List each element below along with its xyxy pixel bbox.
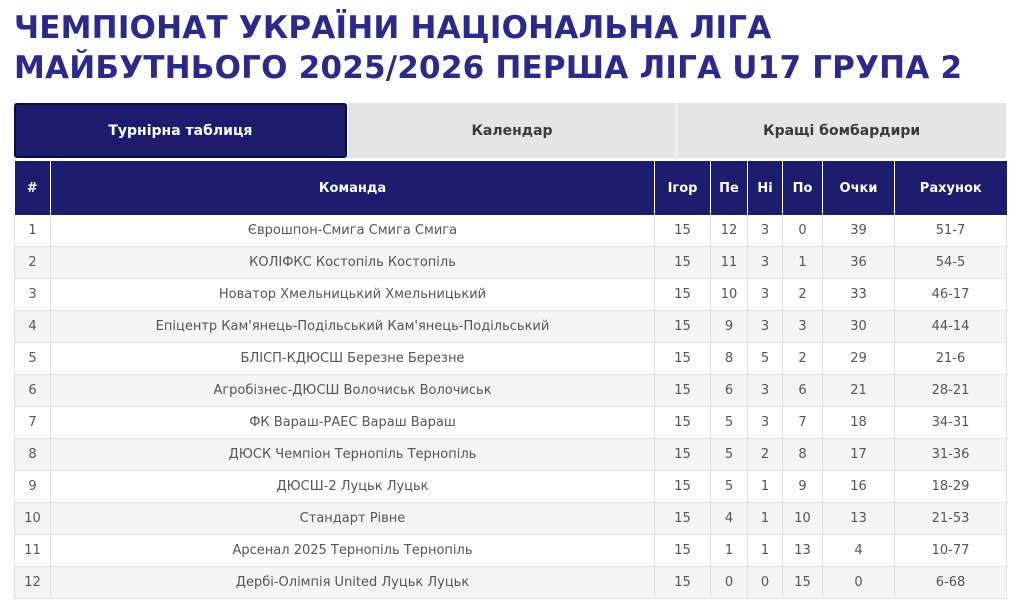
header-losses[interactable]: По bbox=[783, 161, 823, 215]
standings-table bbox=[14, 161, 1007, 599]
losses-cell: 15 bbox=[783, 567, 823, 599]
points-cell: 36 bbox=[823, 247, 895, 279]
points-cell: 21 bbox=[823, 375, 895, 407]
page-title: ЧЕМПІОНАТ УКРАЇНИ НАЦІОНАЛЬНА ЛІГА МАЙБУТНЬОГО 2025/2026 ПЕРША ЛІГА U17 ГРУПА 2 bbox=[14, 10, 963, 86]
wins-cell: 4 bbox=[711, 503, 748, 535]
header-team[interactable]: Команда bbox=[51, 161, 655, 215]
losses-cell: 3 bbox=[783, 311, 823, 343]
draws-cell: 1 bbox=[748, 471, 783, 503]
points-cell: 16 bbox=[823, 471, 895, 503]
header-rank[interactable]: # bbox=[15, 161, 51, 215]
wins-cell: 12 bbox=[711, 215, 748, 247]
table-row bbox=[15, 375, 1007, 407]
games-cell: 15 bbox=[655, 439, 711, 471]
score-cell: 51-7 bbox=[895, 215, 1007, 247]
wins-cell: 11 bbox=[711, 247, 748, 279]
draws-cell: 3 bbox=[748, 279, 783, 311]
score-cell: 6-68 bbox=[895, 567, 1007, 599]
wins-cell: 9 bbox=[711, 311, 748, 343]
games-cell: 15 bbox=[655, 503, 711, 535]
table-row bbox=[15, 311, 1007, 343]
score-cell: 54-5 bbox=[895, 247, 1007, 279]
tab-standings[interactable]: Турнірна таблиця bbox=[14, 103, 347, 158]
draws-cell: 3 bbox=[748, 375, 783, 407]
header-wins[interactable]: Пе bbox=[711, 161, 748, 215]
team-name-cell[interactable]: Епіцентр Кам'янець-Подільський Кам'янець-Подільський bbox=[51, 311, 655, 343]
team-name-cell[interactable]: ДЮСШ-2 Луцьк Луцьк bbox=[51, 471, 655, 503]
wins-cell: 5 bbox=[711, 407, 748, 439]
table-body bbox=[15, 215, 1007, 599]
table-row bbox=[15, 407, 1007, 439]
header-score[interactable]: Рахунок bbox=[895, 161, 1007, 215]
draws-cell: 3 bbox=[748, 407, 783, 439]
team-name-cell[interactable]: Стандарт Рівне bbox=[51, 503, 655, 535]
wins-cell: 5 bbox=[711, 471, 748, 503]
draws-cell: 5 bbox=[748, 343, 783, 375]
team-name-cell[interactable]: Агробізнес-ДЮСШ Волочиськ Волочиськ bbox=[51, 375, 655, 407]
losses-cell: 1 bbox=[783, 247, 823, 279]
tab-bar bbox=[14, 103, 1006, 158]
score-cell: 18-29 bbox=[895, 471, 1007, 503]
points-cell: 13 bbox=[823, 503, 895, 535]
games-cell: 15 bbox=[655, 215, 711, 247]
games-cell: 15 bbox=[655, 279, 711, 311]
games-cell: 15 bbox=[655, 375, 711, 407]
points-cell: 18 bbox=[823, 407, 895, 439]
rank-cell: 11 bbox=[15, 535, 51, 567]
table-header-row bbox=[15, 161, 1007, 215]
rank-cell: 7 bbox=[15, 407, 51, 439]
draws-cell: 0 bbox=[748, 567, 783, 599]
rank-cell: 10 bbox=[15, 503, 51, 535]
rank-cell: 8 bbox=[15, 439, 51, 471]
score-cell: 34-31 bbox=[895, 407, 1007, 439]
table-row bbox=[15, 439, 1007, 471]
tab-top-scorers[interactable]: Кращі бомбардири bbox=[676, 103, 1006, 158]
draws-cell: 1 bbox=[748, 503, 783, 535]
header-draws[interactable]: Ні bbox=[748, 161, 783, 215]
score-cell: 21-53 bbox=[895, 503, 1007, 535]
points-cell: 0 bbox=[823, 567, 895, 599]
rank-cell: 1 bbox=[15, 215, 51, 247]
score-cell: 10-77 bbox=[895, 535, 1007, 567]
rank-cell: 12 bbox=[15, 567, 51, 599]
wins-cell: 1 bbox=[711, 535, 748, 567]
draws-cell: 3 bbox=[748, 311, 783, 343]
team-name-cell[interactable]: КОЛІФКС Костопіль Костопіль bbox=[51, 247, 655, 279]
table-row bbox=[15, 503, 1007, 535]
rank-cell: 4 bbox=[15, 311, 51, 343]
team-name-cell[interactable]: БЛІСП-КДЮСШ Березне Березне bbox=[51, 343, 655, 375]
games-cell: 15 bbox=[655, 567, 711, 599]
table-row bbox=[15, 247, 1007, 279]
team-name-cell[interactable]: Дербі-Олімпія United Луцьк Луцьк bbox=[51, 567, 655, 599]
team-name-cell[interactable]: Арсенал 2025 Тернопіль Тернопіль bbox=[51, 535, 655, 567]
score-cell: 44-14 bbox=[895, 311, 1007, 343]
losses-cell: 0 bbox=[783, 215, 823, 247]
tab-calendar[interactable]: Календар bbox=[347, 103, 677, 158]
rank-cell: 3 bbox=[15, 279, 51, 311]
wins-cell: 5 bbox=[711, 439, 748, 471]
table-row bbox=[15, 343, 1007, 375]
games-cell: 15 bbox=[655, 407, 711, 439]
games-cell: 15 bbox=[655, 247, 711, 279]
rank-cell: 6 bbox=[15, 375, 51, 407]
games-cell: 15 bbox=[655, 535, 711, 567]
losses-cell: 9 bbox=[783, 471, 823, 503]
games-cell: 15 bbox=[655, 343, 711, 375]
losses-cell: 2 bbox=[783, 343, 823, 375]
wins-cell: 6 bbox=[711, 375, 748, 407]
team-name-cell[interactable]: Єврошпон-Смига Смига Смига bbox=[51, 215, 655, 247]
points-cell: 17 bbox=[823, 439, 895, 471]
rank-cell: 2 bbox=[15, 247, 51, 279]
rank-cell: 5 bbox=[15, 343, 51, 375]
games-cell: 15 bbox=[655, 311, 711, 343]
table-row bbox=[15, 567, 1007, 599]
losses-cell: 8 bbox=[783, 439, 823, 471]
team-name-cell[interactable]: ДЮСК Чемпіон Тернопіль Тернопіль bbox=[51, 439, 655, 471]
score-cell: 31-36 bbox=[895, 439, 1007, 471]
points-cell: 30 bbox=[823, 311, 895, 343]
draws-cell: 3 bbox=[748, 247, 783, 279]
wins-cell: 10 bbox=[711, 279, 748, 311]
header-games[interactable]: Ігор bbox=[655, 161, 711, 215]
table-row bbox=[15, 535, 1007, 567]
table-row bbox=[15, 471, 1007, 503]
points-cell: 29 bbox=[823, 343, 895, 375]
losses-cell: 10 bbox=[783, 503, 823, 535]
points-cell: 33 bbox=[823, 279, 895, 311]
wins-cell: 8 bbox=[711, 343, 748, 375]
losses-cell: 6 bbox=[783, 375, 823, 407]
team-name-cell[interactable]: ФК Вараш-РАЕС Вараш Вараш bbox=[51, 407, 655, 439]
score-cell: 46-17 bbox=[895, 279, 1007, 311]
draws-cell: 3 bbox=[748, 215, 783, 247]
rank-cell: 9 bbox=[15, 471, 51, 503]
score-cell: 28-21 bbox=[895, 375, 1007, 407]
points-cell: 4 bbox=[823, 535, 895, 567]
losses-cell: 13 bbox=[783, 535, 823, 567]
table-row bbox=[15, 279, 1007, 311]
score-cell: 21-6 bbox=[895, 343, 1007, 375]
games-cell: 15 bbox=[655, 471, 711, 503]
losses-cell: 7 bbox=[783, 407, 823, 439]
wins-cell: 0 bbox=[711, 567, 748, 599]
header-points[interactable]: Очки bbox=[823, 161, 895, 215]
draws-cell: 2 bbox=[748, 439, 783, 471]
points-cell: 39 bbox=[823, 215, 895, 247]
losses-cell: 2 bbox=[783, 279, 823, 311]
table-row bbox=[15, 215, 1007, 247]
draws-cell: 1 bbox=[748, 535, 783, 567]
standings-table-container bbox=[14, 161, 1006, 599]
team-name-cell[interactable]: Новатор Хмельницький Хмельницький bbox=[51, 279, 655, 311]
